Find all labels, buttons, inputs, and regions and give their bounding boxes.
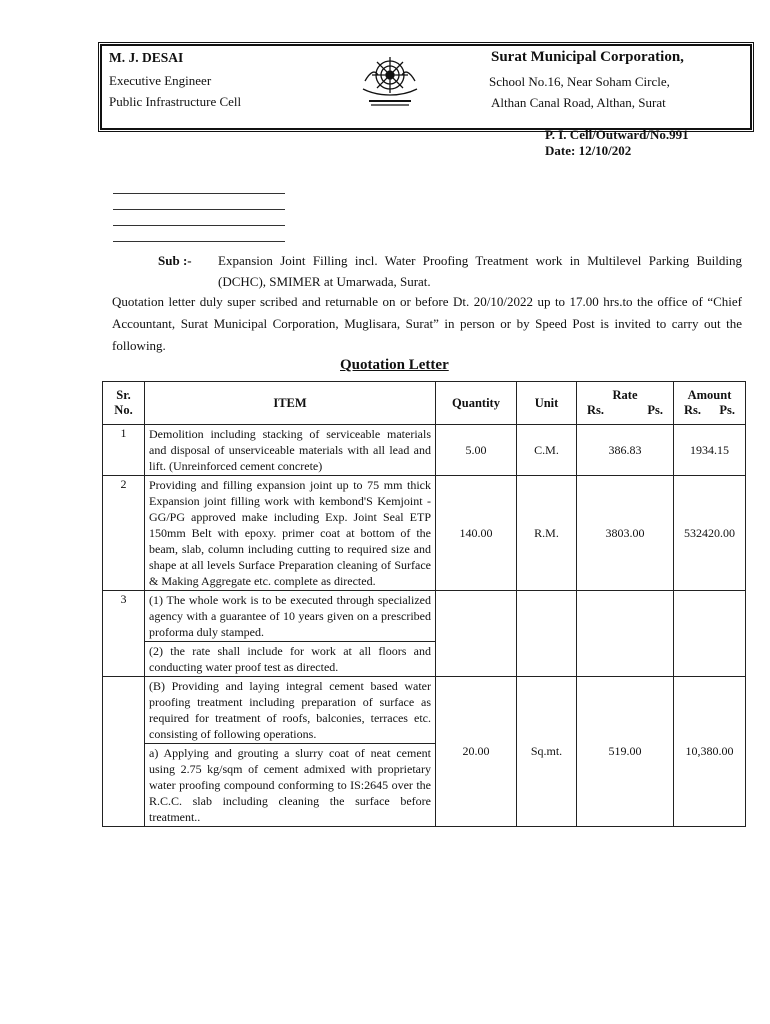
table-row [103,476,746,591]
cell-rate [577,591,674,677]
cell-rate: 386.83 [577,425,674,476]
recipient-blank-lines [113,178,285,242]
cell-quantity [436,591,517,677]
officer-name: M. J. DESAI [109,50,184,65]
cell-quantity: 140.00 [436,476,517,591]
cell-amount: 10,380.00 [674,677,746,827]
cell-sr [103,677,145,827]
cell-amount: 1934.15 [674,425,746,476]
header-amount-label: Amount [687,388,732,402]
cell-quantity: 20.00 [436,677,517,827]
cell-item: (2) the rate shall include for work at all floors and conducting water proof test as directed. [145,642,436,677]
cell-unit: R.M. [517,476,577,591]
cell-item: (1) The whole work is to be executed through specialized agency with a guarantee of 10 years given on a prescribed proforma duly stamped. [145,591,436,642]
organization-name: Surat Municipal Corporation, [491,49,684,65]
address-line-1: School No.16, Near Soham Circle, [489,74,670,89]
subject-text: Expansion Joint Filling incl. Water Proofing Treatment work in Multilevel Parking Building (DCHC), SMIMER at Umarwada, Surat. [218,253,742,289]
header-ps: Ps. [719,403,735,417]
cell-amount [674,591,746,677]
outward-number: P. I. Cell/Outward/No.991 [545,127,689,142]
department-cell: Public Infrastructure Cell [109,94,242,109]
table-row [103,591,746,642]
cell-unit: C.M. [517,425,577,476]
cell-item: Providing and filling expansion joint up to 75 mm thick Expansion joint filling work with kembond'S Kemjoint -GG/PG approved make including Exp. Joint Seal ETP 150mm Belt with epoxy. primer coat at bottom of the beam, slab, column including cutting to required size and shape at all levels Surface Preparation cleaning of Surface & Making Aggregate etc. complete as directed. [145,476,436,591]
header-amount [674,382,746,425]
blank-line [113,178,285,194]
cell-rate: 3803.00 [577,476,674,591]
header-sr-no: Sr. No. [103,382,145,425]
cell-sr: 3 [103,591,145,677]
document-title: Quotation Letter [340,357,449,373]
header-rate-label: Rate [612,388,638,402]
address-line-2: Althan Canal Road, Althan, Surat [491,95,666,110]
body-paragraph: Quotation letter duly super scribed and returnable on or before Dt. 20/10/2022 up to 17.00 hrs.to the office of “Chief Accountant, Surat Municipal Corporation, Muglisara, Surat” in person or by Speed Post is invited to carry out the following. [112,294,742,353]
header-rs: Rs. [684,403,702,417]
reference-block [545,127,689,159]
officer-designation: Executive Engineer [109,73,212,88]
table-row [103,425,746,476]
cell-amount: 532420.00 [674,476,746,591]
quotation-table [102,381,746,827]
blank-line [113,210,285,226]
cell-item: a) Applying and grouting a slurry coat of neat cement using 2.75 kg/sqm of cement admixed with proprietary water proofing compound conforming to IS:2645 over the R.C.C. slab including cleaning the surface before treatment.. [145,744,436,827]
letterhead [98,42,754,132]
cell-sr: 1 [103,425,145,476]
smc-emblem-icon [359,51,421,109]
letter-date: Date: 12/10/202 [545,143,632,158]
cell-unit [517,591,577,677]
header-rs: Rs. [587,403,605,417]
cell-unit: Sq.mt. [517,677,577,827]
header-ps: Ps. [647,403,663,417]
header-rate [577,382,674,425]
cell-item: Demolition including stacking of serviceable materials and disposal of unserviceable materials with all lead and lift. (Unreinforced cement concrete) [145,425,436,476]
table-row [103,677,746,744]
header-item: ITEM [145,382,436,425]
cell-rate: 519.00 [577,677,674,827]
cell-item: (B) Providing and laying integral cement based water proofing treatment including preparation of surface as required for treatment of roofs, balconies, terraces etc. consisting of following operations. [145,677,436,744]
cell-sr: 2 [103,476,145,591]
table-header-row [103,382,746,425]
subject-label: Sub :- [158,253,192,268]
header-unit: Unit [517,382,577,425]
blank-line [113,226,285,242]
blank-line [113,194,285,210]
header-quantity: Quantity [436,382,517,425]
cell-quantity: 5.00 [436,425,517,476]
